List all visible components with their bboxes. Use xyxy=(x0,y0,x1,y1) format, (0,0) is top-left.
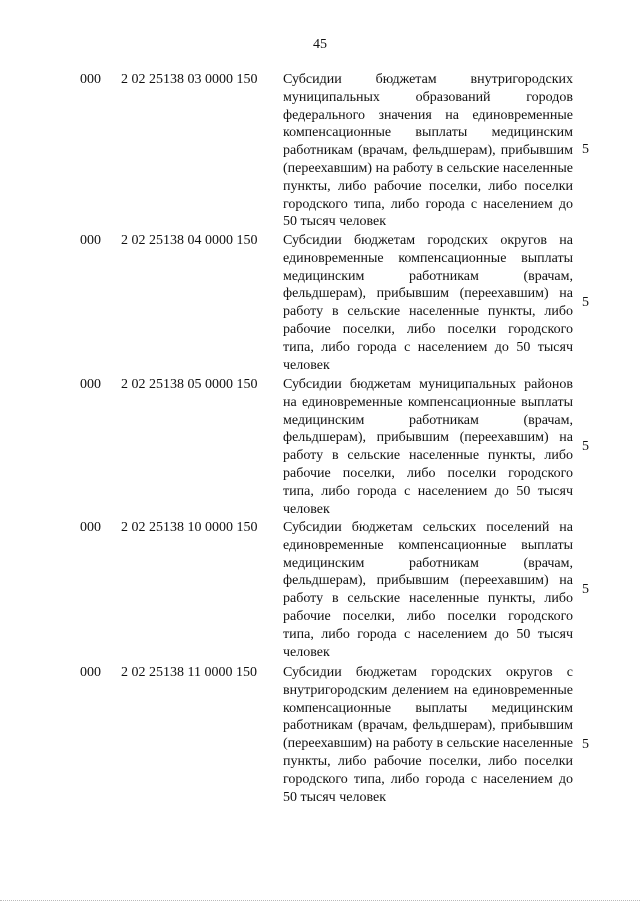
budget-classification-code: 2 02 25138 11 0000 150 xyxy=(121,665,257,680)
table-row xyxy=(0,232,640,376)
admin-code: 000 xyxy=(80,377,101,392)
budget-classification-code: 2 02 25138 10 0000 150 xyxy=(121,520,258,535)
standard-value: 5 xyxy=(582,142,589,157)
scan-edge xyxy=(0,900,640,903)
page-number: 45 xyxy=(313,37,327,52)
admin-code: 000 xyxy=(80,72,101,87)
standard-value: 5 xyxy=(582,582,589,597)
standard-value: 5 xyxy=(582,737,589,752)
admin-code: 000 xyxy=(80,665,101,680)
entry-description: Субсидии бюджетам сельских поселений на единовременные компенсационные выплаты медицинским работникам (врачам, фельдшерам), прибывшим (переехавшим) на работу в сельские населенные пункты, либо рабочие поселки, либо поселки городского типа, либо города с населением до 50 тысяч человек xyxy=(283,520,573,660)
table-row xyxy=(0,664,640,826)
standard-value: 5 xyxy=(582,295,589,310)
entry-description: Субсидии бюджетам городских округов с внутригородским делением на единовременные компенсационные выплаты медицинским работникам (врачам, фельдшерам), прибывшим (переехавшим) на работу в сельские населенные пункты, либо рабочие поселки, либо поселки городского типа, либо города с населением до 50 тысяч человек xyxy=(283,665,573,805)
admin-code: 000 xyxy=(80,520,101,535)
standard-value: 5 xyxy=(582,439,589,454)
budget-classification-code: 2 02 25138 04 0000 150 xyxy=(121,233,258,248)
entry-description: Субсидии бюджетам муниципальных районов на единовременные компенсационные выплаты медицинским работникам (врачам, фельдшерам), прибывшим (переехавшим) на работу в сельские населенные пункты, либо рабочие поселки, либо поселки городского типа, либо города с населением до 50 тысяч человек xyxy=(283,377,573,517)
entry-description: Субсидии бюджетам внутригородских муниципальных образований городов федерального значения на единовременные компенсационные выплаты медицинским работникам (врачам, фельдшерам), прибывшим (переехавшим) на работу в сельские населенные пункты, либо рабочие поселки, либо поселки городского типа, либо города с населением до 50 тысяч человек xyxy=(283,72,573,230)
budget-classification-code: 2 02 25138 05 0000 150 xyxy=(121,377,258,392)
budget-classification-code: 2 02 25138 03 0000 150 xyxy=(121,72,258,87)
table-row xyxy=(0,519,640,663)
entry-description: Субсидии бюджетам городских округов на единовременные компенсационные выплаты медицинским работникам (врачам, фельдшерам), прибывшим (переехавшим) на работу в сельские населенные пункты, либо рабочие поселки, либо поселки городского типа, либо города с населением до 50 тысяч человек xyxy=(283,233,573,373)
table-row xyxy=(0,376,640,520)
table-row xyxy=(0,71,640,231)
admin-code: 000 xyxy=(80,233,101,248)
